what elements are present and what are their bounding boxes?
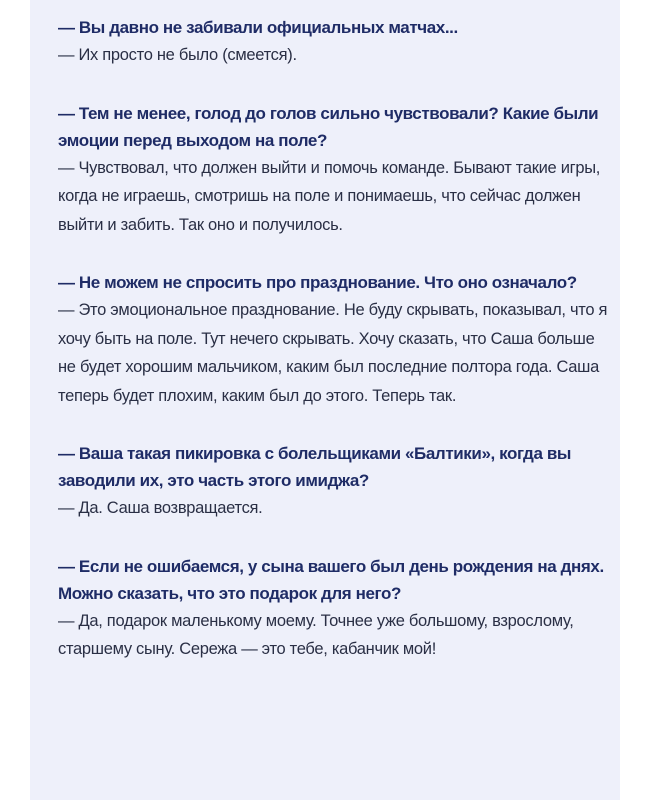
- interview-text: [58, 14, 608, 694]
- question-text: — Не можем не спросить про празднование. Что оно означало?: [58, 273, 577, 292]
- answer-text: — Чувствовал, что должен выйти и помочь команде. Бывают такие игры, когда не играешь, смотришь на поле и понимаешь, что сейчас должен выйти и забить. Так оно и получилось.: [58, 158, 601, 234]
- answer-text: — Да, подарок маленькому моему. Точнее уже большому, взрослому, старшему сыну. Сережа — это тебе, кабанчик мой!: [58, 611, 574, 658]
- answer-text: — Да. Саша возвращается.: [58, 499, 263, 517]
- qa-block: [58, 553, 608, 664]
- qa-block: [58, 14, 608, 70]
- qa-block: [58, 269, 608, 410]
- question-text: — Вы давно не забивали официальных матчах...: [58, 18, 458, 37]
- answer-text: — Это эмоциональное празднование. Не буду скрывать, показывал, что я хочу быть на поле. Тут нечего скрывать. Хочу сказать, что Саша больше не будет хорошим мальчиком, каким был последние полтора года. Саша теперь будет плохим, каким был до этого. Теперь так.: [58, 301, 608, 405]
- question-text: — Ваша такая пикировка с болельщиками «Балтики», когда вы заводили их, это часть этого имиджа?: [58, 444, 571, 490]
- article-page: [30, 0, 620, 800]
- qa-block: [58, 100, 608, 240]
- answer-text: — Их просто не было (смеется).: [58, 46, 297, 64]
- question-text: — Тем не менее, голод до голов сильно чувствовали? Какие были эмоции перед выходом на поле?: [58, 103, 599, 150]
- question-text: — Если не ошибаемся, у сына вашего был день рождения на днях. Можно сказать, что это подарок для него?: [58, 556, 604, 603]
- qa-block: [58, 440, 608, 523]
